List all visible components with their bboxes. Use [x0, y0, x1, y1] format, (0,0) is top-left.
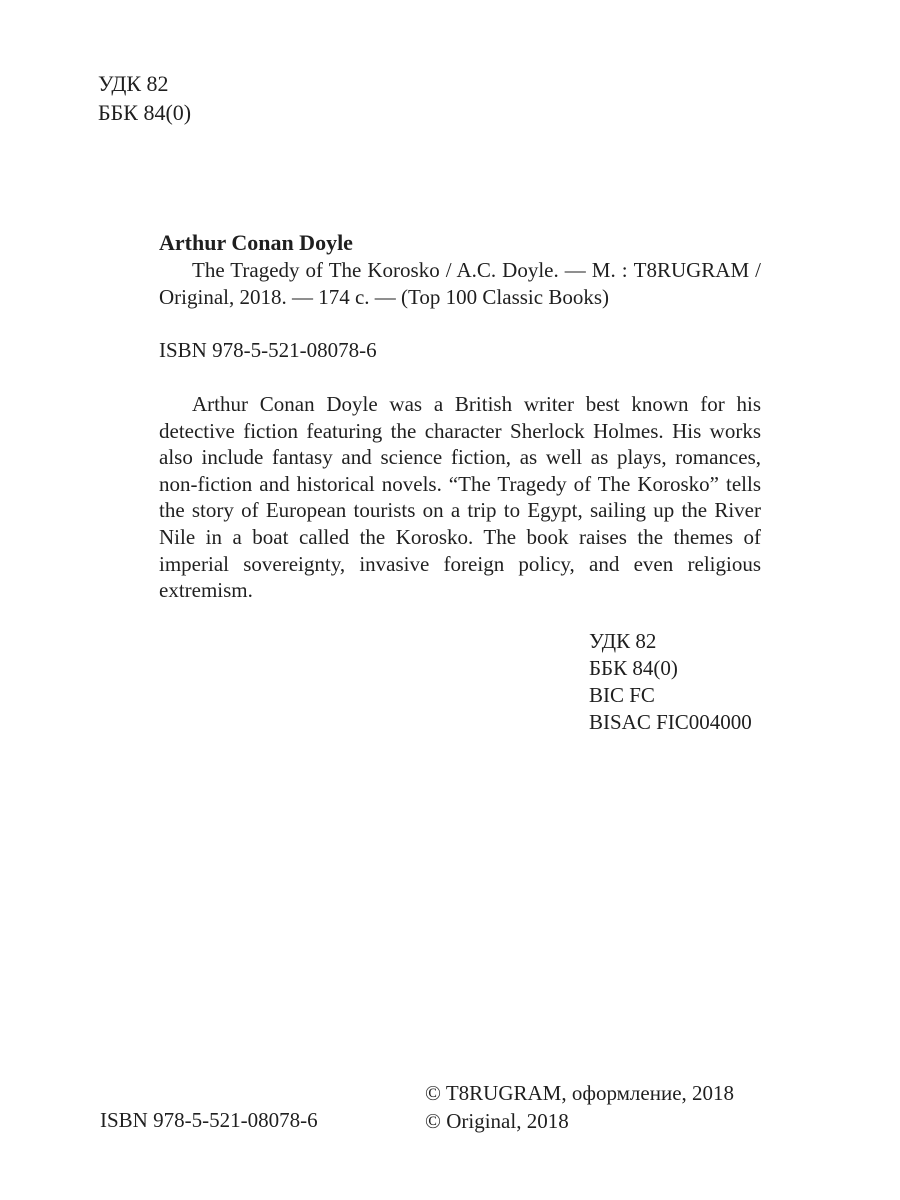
copyright-original-line: © Original, 2018 — [425, 1108, 569, 1133]
catalog-card — [159, 229, 761, 604]
bic-code: BIC FC — [589, 683, 655, 707]
top-classification-codes — [98, 69, 191, 127]
bbk-code-right: ББК 84(0) — [589, 656, 678, 680]
bbk-code-top: ББК 84(0) — [98, 100, 192, 125]
bibliographic-description: The Tragedy of The Korosko / A.C. Doyle. — М. : T8RUGRAM / Original, 2018. — 174 с. — (Top 100 Classic Books) — [159, 258, 761, 309]
udk-code-top: УДК 82 — [98, 71, 169, 96]
annotation-text: Arthur Conan Doyle was a British writer best known for his detective fiction featuring the character Sherlock Holmes. His works also include fantasy and science fiction, as well as plays, romances, non-fiction and historical novels. “The Tragedy of The Korosko” tells the story of European tourists on a trip to Egypt, sailing up the River Nile in a boat called the Korosko. The book raises the themes of imperial sovereignty, invasive foreign policy, and even religious extremism. — [159, 392, 761, 603]
copyright-design-line: © T8RUGRAM, оформление, 2018 — [425, 1081, 735, 1105]
bisac-code: BISAC FIC004000 — [589, 710, 752, 734]
isbn-top: ISBN 978-5-521-08078-6 — [159, 338, 377, 362]
udk-code-right: УДК 82 — [589, 629, 657, 653]
classification-codes-block — [589, 628, 752, 736]
author-name: Arthur Conan Doyle — [159, 230, 353, 255]
copyright-block — [425, 1080, 734, 1135]
isbn-bottom: ISBN 978-5-521-08078-6 — [100, 1108, 318, 1132]
